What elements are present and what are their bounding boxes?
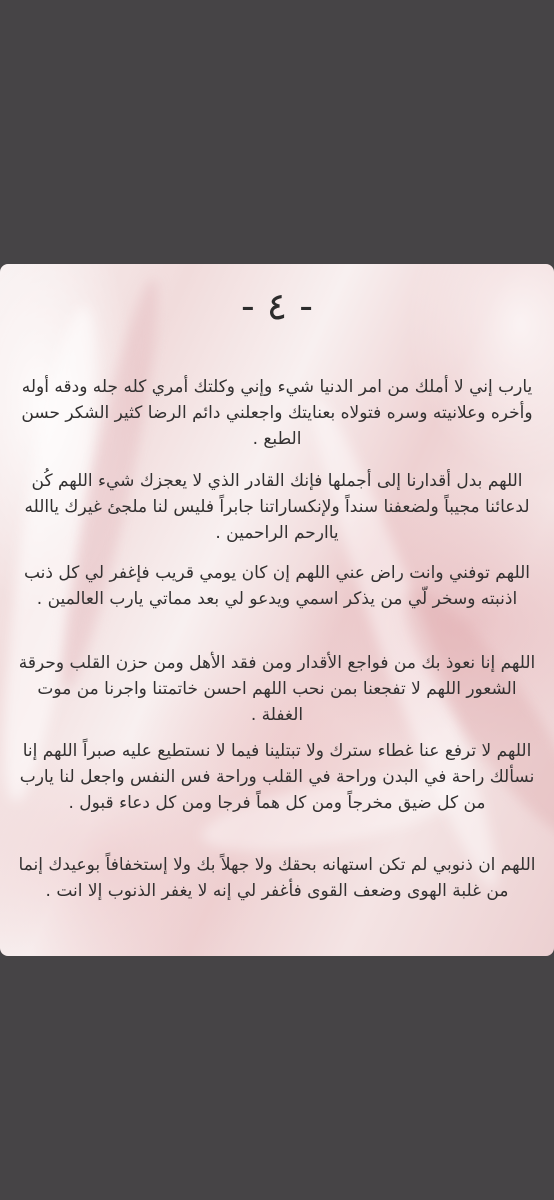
prayer-paragraph: يارب إني لا أملك من امر الدنيا شيء وإني وكلتك أمري كله جله ودقه أوله وأخره وعلانيته وسره فتولاه بعنايتك واجعلني دائم الرضا كثير الشكر حسن الطبع . [21,377,533,449]
prayer-paragraph: اللهم بدل أقدارنا إلى أجملها فإنك القادر الذي لا يعجزك شيء اللهم كُن لدعائنا مجيباً ولضعفنا سنداً ولإنكساراتنا جابراً فليس لنا ملجئ غيرك ياالله ياارحم الراحمين . [24,471,530,543]
prayer-card-image [0,264,554,956]
prayer-paragraph: اللهم توفني وانت راض عني اللهم إن كان يومي قريب فإغفر لي كل ذنب اذنبته وسخر لّي من يذكر اسمي ويدعو لي بعد مماتي يارب العالمين . [23,563,530,609]
prayer-paragraph: اللهم إنا نعوذ بك من فواجع الأقدار ومن فقد الأهل ومن حزن القلب وحرقة الشعور اللهم لا تفجعنا بمن نحب اللهم احسن خاتمتنا واجرنا من موت الغفلة . [18,653,536,725]
card-content [0,264,554,956]
prayer-paragraph: اللهم لا ترفع عنا غطاء سترك ولا تبتلينا فيما لا نستطيع عليه صبراً اللهم إنا نسألك راحة في البدن وراحة في القلب وراحة فس النفس واجعل لنا يارب من كل ضيق مخرجاً ومن كل هماً فرجا ومن كل دعاء قبول . [19,741,535,813]
prayer-paragraph: اللهم ان ذنوبي لم تكن استهانه بحقك ولا جهلاً بك ولا إستخفافاً بوعيدك إنما من غلبة الهوى وضعف القوى فأغفر لي إنه لا يغفر الذنوب إلا انت . [18,855,536,901]
card-number-heading: - ٤ - [240,284,313,328]
